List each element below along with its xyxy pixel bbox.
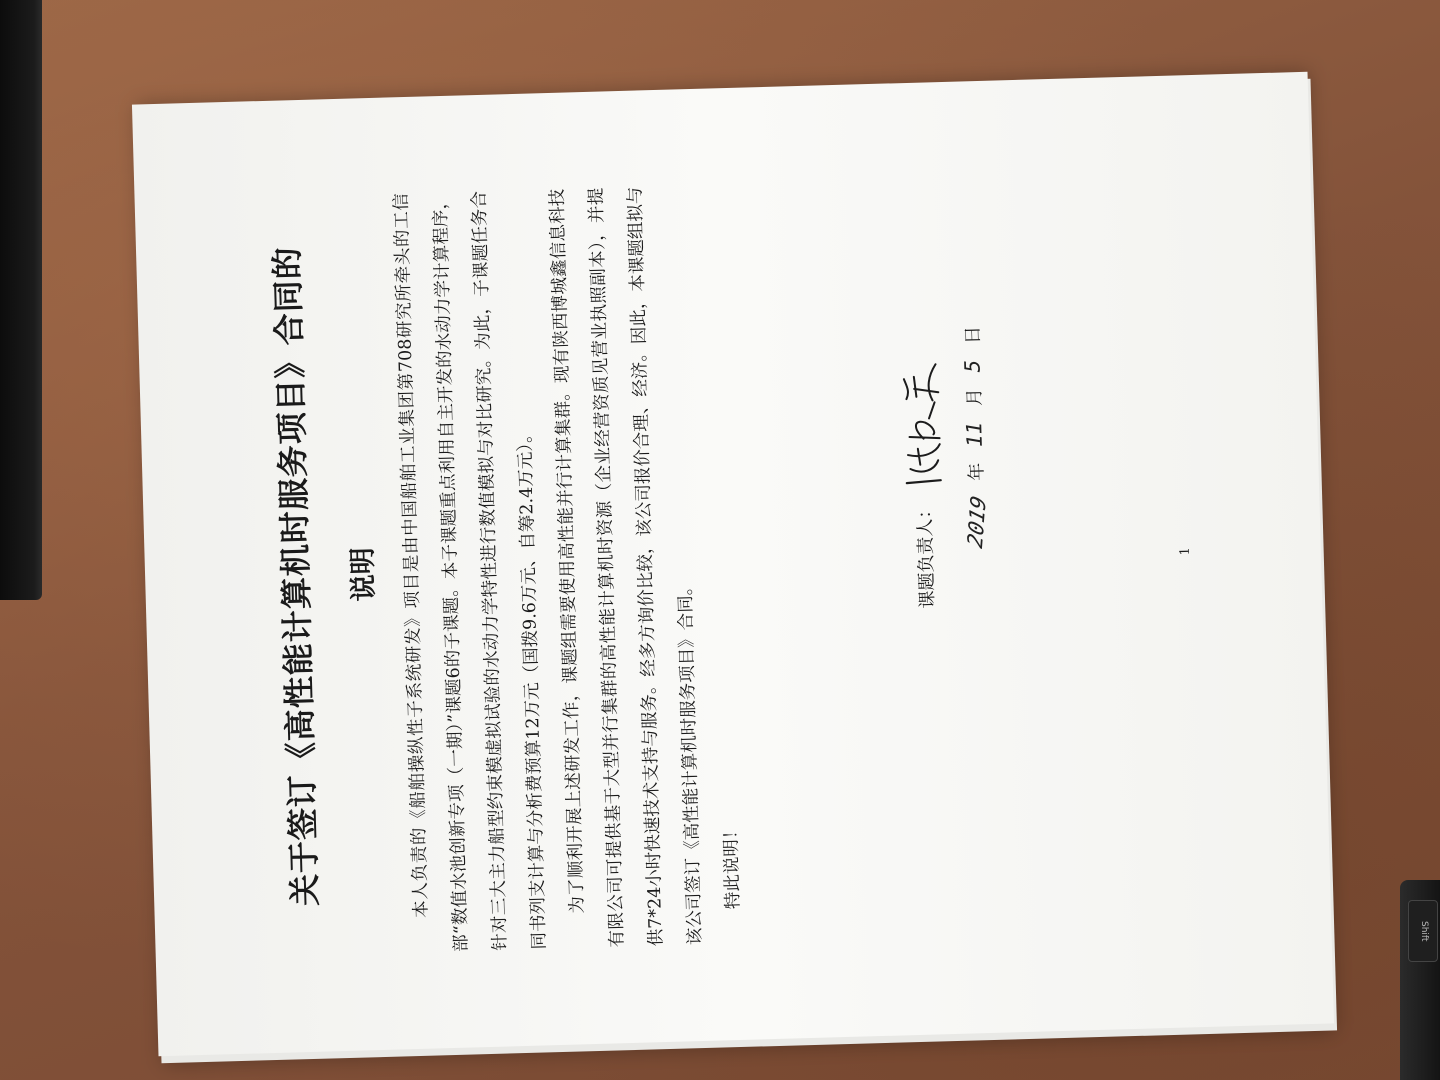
signature-date: [958, 316, 991, 551]
paragraph-project-background: 本人负责的《船舶操纵性子系统研发》项目是由中国船舶工业集团第708研究所牵头的工信部“数值水池创新专项（一期）”课题6的子课题。本子课题重点利用自主开发的水动力学计算程序，针对三大主力船型约束模虚拟试验的水动力学特性进行数值模拟与对比研究。为此，子课题任务合同书列支计算与分析费预算12万元（国拨9.6万元、自筹2.4万元）。: [391, 190, 550, 953]
date-day: 5: [960, 359, 985, 373]
date-month-suffix: 月: [964, 387, 986, 407]
document-body: [383, 184, 755, 954]
date-day-suffix: 日: [962, 325, 984, 345]
signature-label: 课题负责人：: [914, 500, 939, 609]
keyboard-shift-key: Shift: [1408, 900, 1438, 962]
document-subtitle: 说明: [347, 546, 380, 602]
signature-block: [892, 166, 1024, 609]
paragraph-closing: 特此说明！: [721, 821, 744, 910]
monitor-edge: [0, 0, 42, 600]
page-number: 1: [1177, 547, 1193, 556]
date-month: 11: [962, 421, 987, 448]
document-title: 关于签订《高性能计算机时服务项目》合同的: [267, 245, 325, 907]
document-content: [222, 140, 1245, 988]
date-year: 2019: [963, 493, 991, 551]
date-year-suffix: 年: [966, 462, 988, 482]
signature-line: [897, 358, 948, 609]
handwritten-signature: [897, 358, 945, 489]
document-page: [132, 72, 1334, 1056]
paragraph-vendor-justification: 为了顺利开展上述研发工作，课题组需要使用高性能并行计算集群。现有陕西博城鑫信息科技有限公司可提供基于大型并行集群的高性能计算机时资源（企业经营资质见营业执照副本），并提供7*24小时快速技术支持与服务。经多方询价比较，该公司报价合理、经济。因此，本课题组拟与该公司签订《高性能计算机时服务项目》合同。: [547, 186, 706, 948]
